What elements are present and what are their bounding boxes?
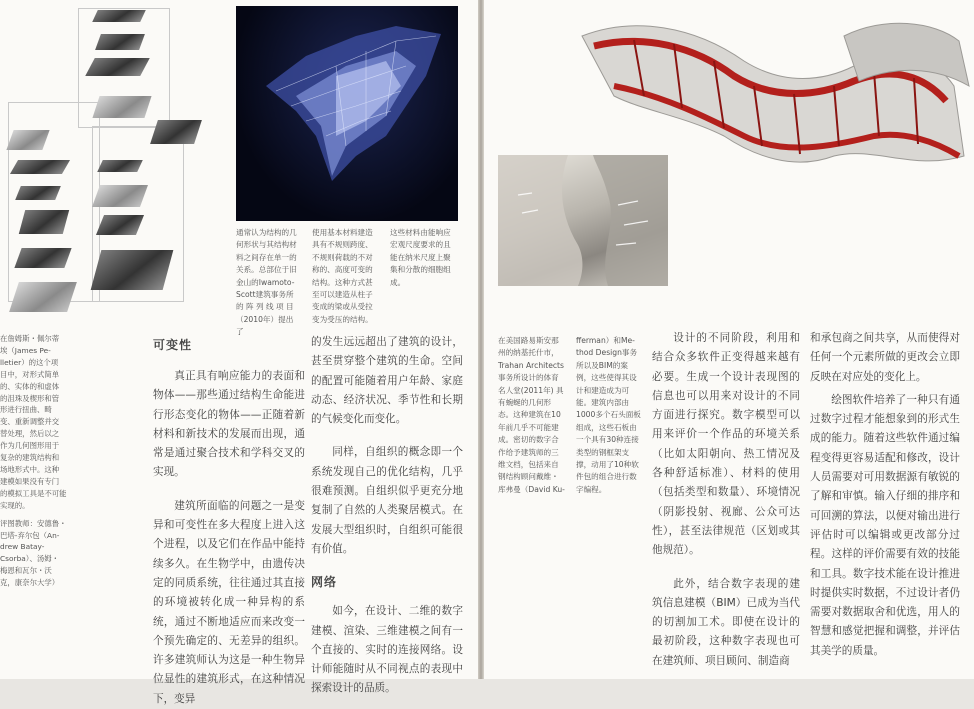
- caption-line: 一个具有30种连接: [576, 435, 639, 445]
- caption-line: 的模拟工具是不可能: [0, 488, 67, 498]
- caption-line: 维文档，包括来自: [498, 460, 559, 470]
- caption-line: Csorba）、汤姆・: [0, 554, 60, 564]
- caption-line: 撑，动用了10种软: [576, 460, 639, 470]
- caption-line: drew Batay-: [0, 542, 45, 552]
- caption-line: 类型的钢框架支: [576, 447, 630, 457]
- caption-line: 件包的组合进行数: [576, 472, 637, 482]
- caption-line: 所以及BIM的案: [576, 360, 628, 370]
- caption-line: 通常认为结构的几: [236, 228, 297, 237]
- paragraph: 设计的不同阶段，利用和结合众多软件正变得越来越有必要。生成一个设计表现图的信息也可以用来对设计的不同方面进行探究。数字模型可以用来评价一个作品的环境关系（比如太阳朝向、热工情况及各种舒适标准）、材料的使用（包括类型和数量）、环境情况（阴影投射、视廊、公众可达性），甚至法律规范（区划或其他规范）。: [652, 332, 800, 557]
- caption-line: 梅恩和瓦尔・沃: [0, 566, 52, 576]
- paragraph: 同样，自组织的概念即一个系统发现自己的优化结构，几乎很难预测。自组织似乎更充分地复制了自然的人类聚居模式。在发展大型组织时，自组织可能很有价值。: [311, 446, 463, 555]
- caption-line: 金山的Iwamoto-: [236, 277, 295, 287]
- caption-line: 场地形式中。这种: [0, 464, 60, 474]
- caption-line: 目中，对形式简单: [0, 369, 60, 379]
- section-heading-network: 网络: [311, 575, 338, 590]
- caption-line: 关系。总部位于旧: [236, 265, 297, 275]
- caption-line: 具有不规则跨度、: [312, 240, 373, 250]
- caption-line: 成。: [390, 277, 406, 287]
- interior-photo: [498, 155, 668, 286]
- caption-line: 成。密切的数字合: [498, 435, 559, 445]
- section-heading-variability: 可变性: [153, 338, 193, 352]
- column-d: [810, 329, 960, 661]
- caption-line: 库弗曼（David Ku-: [498, 484, 565, 494]
- caption-line: Trahan Architects: [498, 360, 564, 370]
- paragraph: 和承包商之间共享，从而使得对任何一个元素所做的更改会立即反映在对应处的变化上。: [810, 332, 960, 383]
- caption-line: 不规则荷载的不对: [312, 252, 373, 262]
- caption-line: 埃（James Pe-: [0, 345, 51, 355]
- caption-line: 的沮珠及楔形和管: [0, 393, 60, 403]
- caption-line: 变、重新调整并交: [0, 417, 60, 427]
- paragraph: 绘图软件培养了一种只有通过数字过程才能想象到的形式生成的能力。随着这些软件通过编程变得更容易适配和修改，设计人员需要对可用数据源有敏锐的了解和审慎。输入仔细的排序和可回溯的算法，以便对输出进行评估时可以编辑或更改部分过程。这样的评价需要有效的技能和工具。数字技术能在设计推进时提供实时数据，不过设计者仍需要对数据取舍和优选，用人的智慧和感觉把握和调整，并评估其美学的质量。: [810, 393, 960, 657]
- caption-line: 州的纳基托什市，: [498, 348, 559, 358]
- caption-line: 这些材料由能响应: [390, 228, 451, 237]
- side-caption: [0, 333, 76, 589]
- caption-line: 计和建造成为可: [576, 385, 630, 395]
- caption-line: 名人堂(2011年) 具: [498, 385, 564, 395]
- caption-line: 使用基本材料建造: [312, 228, 373, 237]
- caption-line: 建模如果没有专门: [0, 476, 60, 486]
- caption-line: 评图教师：安德鲁・: [0, 518, 67, 528]
- caption-line: 的、实体的和虚体: [0, 381, 60, 391]
- paragraph: 此外，结合数字表现的建筑信息建模（BIM）已成为当代的切割加工术。即使在设计的最初阶段，这种数字表现也可在建筑师、项目顾问、制造商: [652, 577, 800, 667]
- photo-caption-col2: [576, 335, 642, 496]
- caption-line: 形进行扭曲、畸: [0, 405, 52, 415]
- caption-line: 态。这种建筑在10: [498, 410, 561, 420]
- paragraph: 建筑所面临的问题之一是变异和可变性在多大程度上进入这个进程，以及它们在作品中能持续多久。在生物学中，由遗传决定的同质系统，往往通过其直接的环境被转化成一种异构的系统，通过不断地适应而来改变一个预先确定的、无差异的组织。许多建筑师认为这是一种生物异位显性的建筑形式，在这种情况下，变异: [153, 499, 305, 705]
- caption-line: 巴塔-弃尔包（An-: [0, 530, 60, 540]
- caption-line: 作给予建筑师的三: [498, 447, 559, 457]
- caption-line: 替处理，然后以之: [0, 429, 60, 439]
- caption-line: 在詹姆斯・佩尔蒂: [0, 334, 60, 343]
- caption-line: 1000多个石头面板: [576, 410, 641, 420]
- caption-line: 例，这些使得其设: [576, 373, 637, 383]
- image-caption-col3: [390, 227, 454, 289]
- column-b: [311, 333, 463, 699]
- caption-line: fferman）和Me-: [576, 336, 635, 345]
- column-a: [153, 336, 305, 709]
- caption-line: 称的、高度可变的: [312, 265, 373, 275]
- photo-caption-col1: [498, 335, 566, 496]
- caption-line: 能在纳米尺度上聚: [390, 252, 451, 262]
- image-caption-col1: [236, 227, 298, 339]
- array-line-project-render: [236, 6, 458, 221]
- caption-line: 变成的梁或从受拉: [312, 302, 373, 312]
- caption-line: 复杂的建筑结构和: [0, 453, 60, 463]
- caption-line: 料之间存在单一的: [236, 252, 297, 262]
- caption-line: 实现的。: [0, 500, 30, 510]
- caption-line: lletier）的这个项: [0, 357, 59, 367]
- image-caption-col2: [312, 227, 376, 326]
- caption-line: 字编程。: [576, 484, 607, 494]
- caption-line: 克，康奈尔大学）: [0, 578, 60, 588]
- caption-line: （2010年）提出了: [236, 314, 294, 337]
- column-c: [652, 329, 800, 671]
- caption-line: 结构。这种方式甚: [312, 277, 373, 287]
- caption-line: 的 阵 列 线 项 目: [236, 302, 294, 312]
- caption-line: 组成，这些石板由: [576, 422, 637, 432]
- caption-line: 至可以建造从柱子: [312, 290, 373, 300]
- paragraph: 如今，在设计、二维的数字建模、渲染、三维建模之间有一个直接的、实时的连接网络。设计师能随时从不同视点的表现中探索设计的品质。: [311, 605, 463, 695]
- caption-line: 事务所设计的体育: [498, 373, 559, 383]
- caption-line: 有蜿蜒的几何形: [498, 398, 552, 408]
- paragraph: 真正具有响应能力的表面和物体——那些通过结构生命能进行形态变化的物体——正随着新材料和新技术的发展而出现，通常是通过聚合技术和学科交叉的实现。: [153, 370, 305, 479]
- caption-line: 年前几乎不可能建: [498, 422, 559, 432]
- left-page: [0, 0, 478, 705]
- exploded-model-diagram: [0, 0, 212, 322]
- caption-line: 在美国路易斯安那: [498, 336, 559, 345]
- caption-line: 钢结构顾问戴维・: [498, 472, 559, 482]
- right-page: [484, 0, 974, 679]
- caption-line: 宏观尺度要求的且: [390, 240, 451, 250]
- paragraph: 的发生远远超出了建筑的设计，甚至贯穿整个建筑的生命。空间的配置可能随着用户年龄、家庭动态、经济状况、季节性和长期的气候变化而变化。: [311, 336, 463, 426]
- caption-line: 作为几何图形用于: [0, 441, 60, 451]
- caption-line: 集和分散的细胞组: [390, 265, 451, 275]
- caption-line: thod Design事务: [576, 348, 638, 358]
- caption-line: 何形状与其结构材: [236, 240, 297, 250]
- caption-line: Scott建筑事务所: [236, 290, 294, 300]
- caption-line: 变为受压的结构。: [312, 314, 373, 324]
- caption-line: 能。建筑内部由: [576, 398, 630, 408]
